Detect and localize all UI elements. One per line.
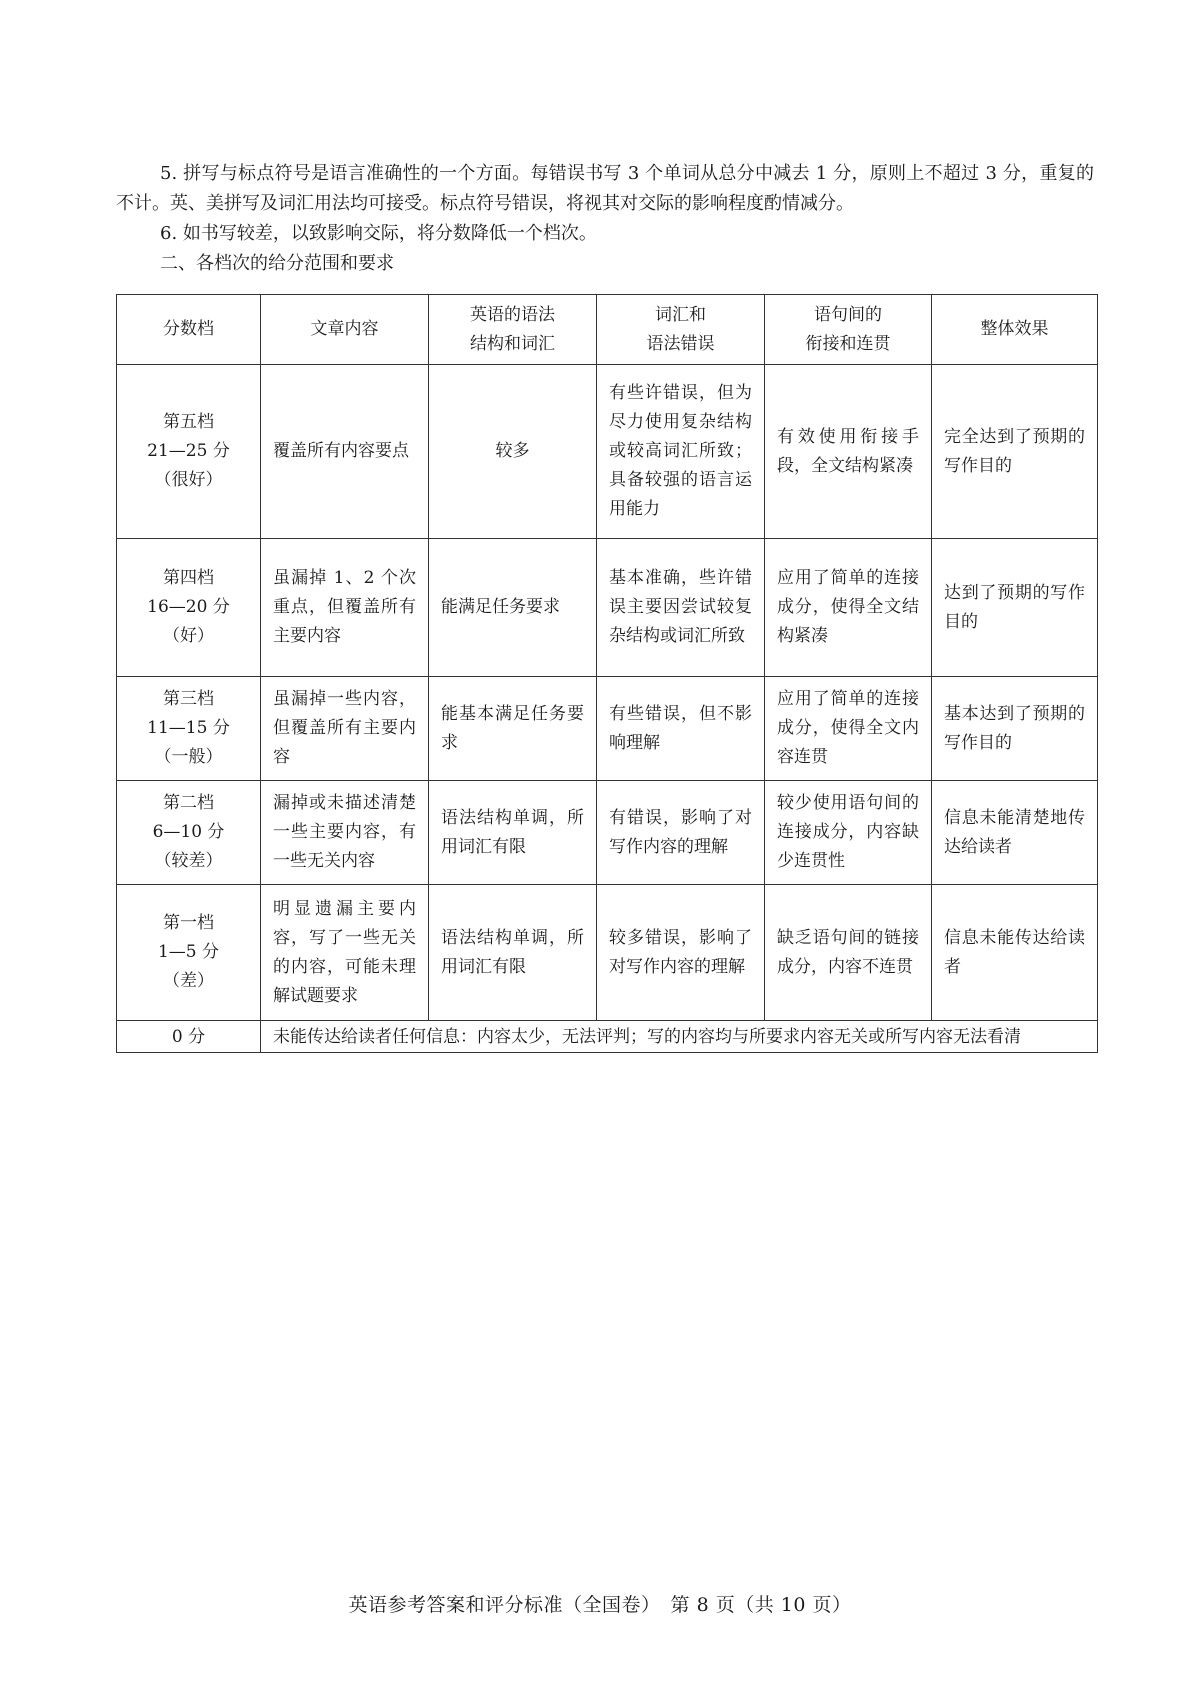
grading-table: [116, 294, 1098, 1053]
grade-cell: 第一档 1—5 分 （差）: [117, 885, 261, 1021]
overall-cell: 达到了预期的写作目的: [932, 539, 1098, 677]
table-row: [117, 781, 1098, 885]
overall-cell: 基本达到了预期的写作目的: [932, 677, 1098, 781]
table-row-zero: [117, 1021, 1098, 1053]
table-row: [117, 885, 1098, 1021]
errors-cell: 有错误，影响了对写作内容的理解: [597, 781, 765, 885]
rule-6-paragraph: 6. 如书写较差，以致影响交际，将分数降低一个档次。: [160, 223, 597, 244]
header-errors: 词汇和 语法错误: [597, 295, 765, 365]
grade-cell: 0 分: [117, 1021, 261, 1053]
overall-cell: 信息未能传达给读者: [932, 885, 1098, 1021]
cohesion-cell: 应用了简单的连接成分，使得全文结构紧凑: [765, 539, 932, 677]
content-cell: 覆盖所有内容要点: [261, 365, 429, 539]
content-cell: 虽漏掉一些内容，但覆盖所有主要内容: [261, 677, 429, 781]
grammar-vocab-cell: 较多: [429, 365, 597, 539]
grade-cell: 第四档 16—20 分 （好）: [117, 539, 261, 677]
overall-cell: 信息未能清楚地传达给读者: [932, 781, 1098, 885]
rule-5-paragraph: 5. 拼写与标点符号是语言准确性的一个方面。每错误书写 3 个单词从总分中减去 1 分，原则上不超过 3 分，重复的不计。英、美拼写及词汇用法均可接受。标点符号错误，将视其对交际的影响程度酌情减分。: [116, 163, 1094, 214]
grammar-vocab-cell: 语法结构单调，所用词汇有限: [429, 885, 597, 1021]
header-grammar-vocab: 英语的语法 结构和词汇: [429, 295, 597, 365]
page-footer: 英语参考答案和评分标准（全国卷） 第 8 页（共 10 页）: [348, 1594, 852, 1616]
errors-cell: 基本准确，些许错误主要因尝试较复杂结构或词汇所致: [597, 539, 765, 677]
overall-cell: 完全达到了预期的写作目的: [932, 365, 1098, 539]
content-cell: 漏掉或未描述清楚一些主要内容，有一些无关内容: [261, 781, 429, 885]
table-row: [117, 365, 1098, 539]
errors-cell: 有些许错误，但为尽力使用复杂结构或较高词汇所致；具备较强的语言运用能力: [597, 365, 765, 539]
cohesion-cell: 缺乏语句间的链接成分，内容不连贯: [765, 885, 932, 1021]
grammar-vocab-cell: 语法结构单调，所用词汇有限: [429, 781, 597, 885]
grammar-vocab-cell: 能满足任务要求: [429, 539, 597, 677]
header-content: 文章内容: [261, 295, 429, 365]
content-cell: 明显遗漏主要内容，写了一些无关的内容，可能未理解试题要求: [261, 885, 429, 1021]
errors-cell: 较多错误，影响了对写作内容的理解: [597, 885, 765, 1021]
cohesion-cell: 较少使用语句间的连接成分，内容缺少连贯性: [765, 781, 932, 885]
table-header-row: [117, 295, 1098, 365]
grammar-vocab-cell: 能基本满足任务要求: [429, 677, 597, 781]
cohesion-cell: 应用了简单的连接成分，使得全文内容连贯: [765, 677, 932, 781]
table-row: [117, 539, 1098, 677]
header-cohesion: 语句间的 衔接和连贯: [765, 295, 932, 365]
grade-cell: 第三档 11—15 分 （一般）: [117, 677, 261, 781]
header-overall: 整体效果: [932, 295, 1098, 365]
cohesion-cell: 有效使用衔接手段，全文结构紧凑: [765, 365, 932, 539]
errors-cell: 有些错误，但不影响理解: [597, 677, 765, 781]
grade-cell: 第五档 21—25 分 （很好）: [117, 365, 261, 539]
zero-description-cell: 未能传达给读者任何信息：内容太少，无法评判；写的内容均与所要求内容无关或所写内容无法看清: [261, 1021, 1098, 1053]
grade-cell: 第二档 6—10 分 （较差）: [117, 781, 261, 885]
content-cell: 虽漏掉 1、2 个次重点，但覆盖所有主要内容: [261, 539, 429, 677]
header-grade: 分数档: [117, 295, 261, 365]
section-2-title: 二、各档次的给分范围和要求: [160, 253, 394, 274]
table-row: [117, 677, 1098, 781]
